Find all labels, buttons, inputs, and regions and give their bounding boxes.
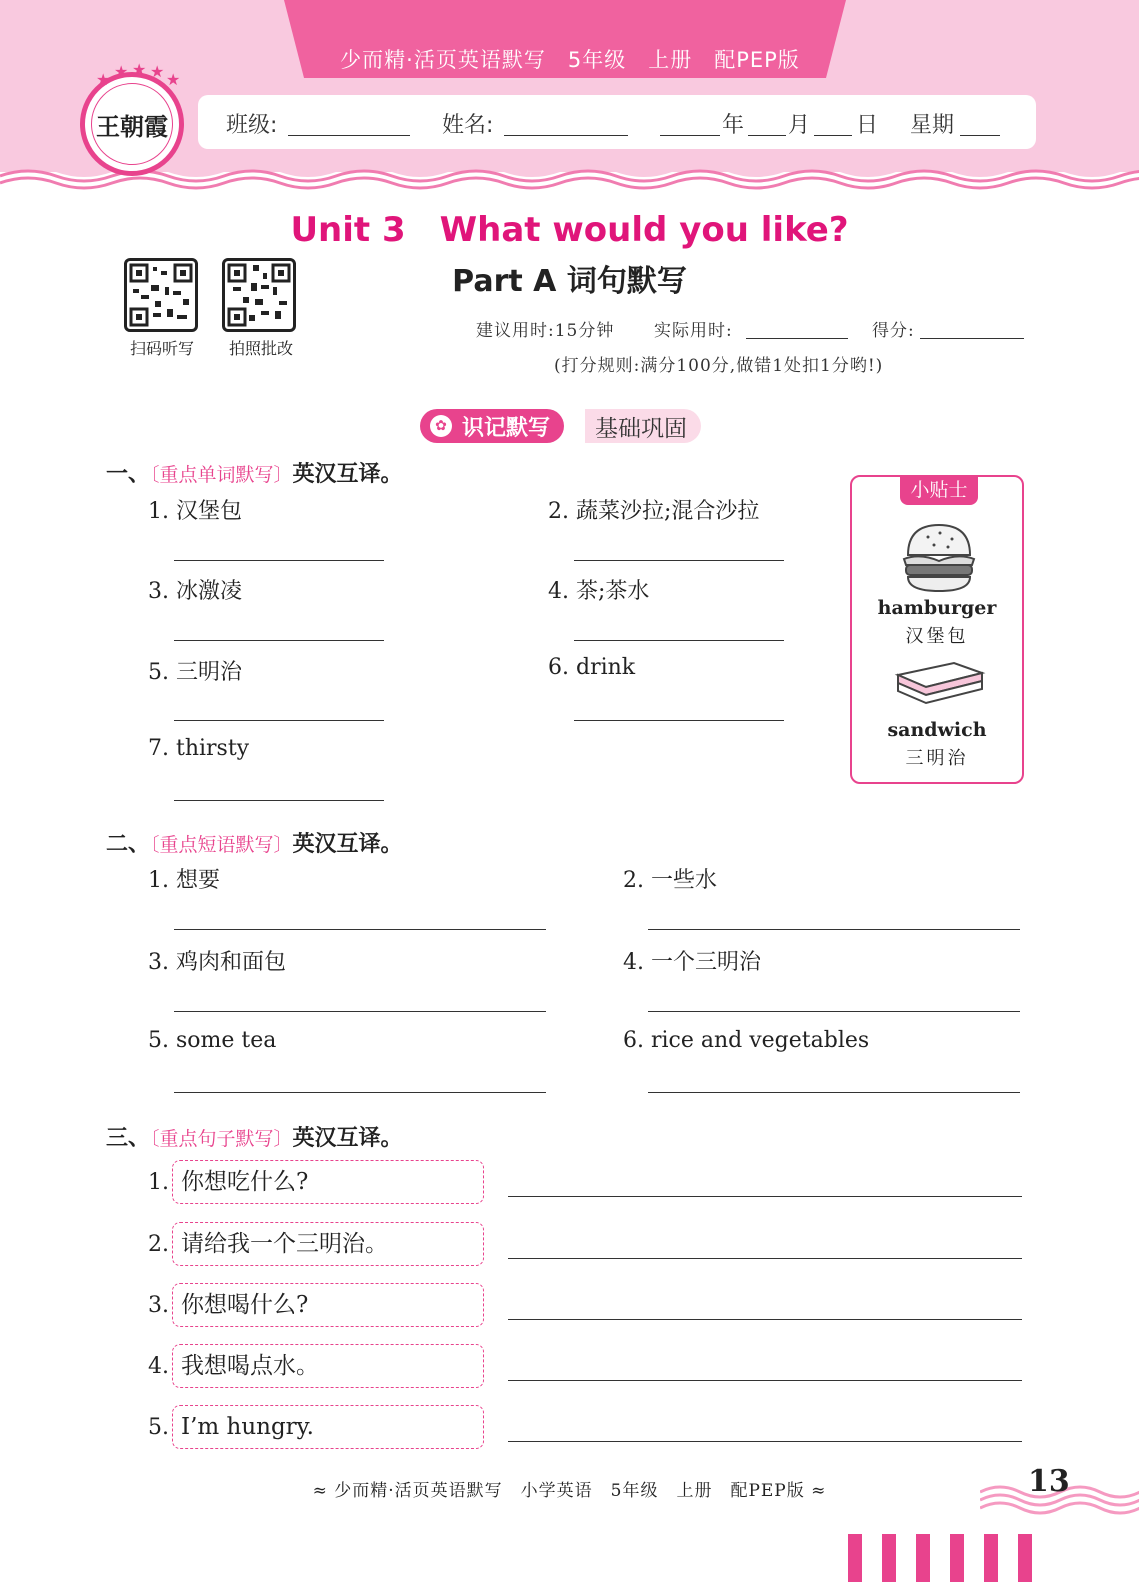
medal-icon: ✿ <box>430 415 452 437</box>
tips-box <box>850 475 1024 784</box>
score-field[interactable] <box>920 338 1024 339</box>
section3-tag: 〔重点句子默写〕 <box>150 1128 293 1150</box>
banner-sub <box>585 409 701 443</box>
list-item: 4. 茶;茶水 <box>548 579 650 604</box>
sentence-number: 3. <box>148 1293 169 1318</box>
answer-line[interactable] <box>174 1011 546 1012</box>
list-item: 2. 一些水 <box>623 868 717 893</box>
sentence-box: 我想喝点水。 <box>172 1344 484 1388</box>
day-label: 日 <box>856 113 879 138</box>
tip-en: hamburger <box>877 597 997 619</box>
section3-heading <box>106 1121 403 1152</box>
month-field[interactable] <box>748 135 786 136</box>
section2-instruction: 英汉互译。 <box>292 832 403 857</box>
year-field[interactable] <box>660 135 720 136</box>
class-field[interactable] <box>288 135 410 136</box>
year-label: 年 <box>722 113 745 138</box>
answer-line[interactable] <box>574 560 784 561</box>
section3-prefix: 三、 <box>106 1126 151 1151</box>
list-item: 7. thirsty <box>148 736 250 761</box>
qr-code-photo[interactable] <box>222 258 296 332</box>
star-icon: ★ <box>150 62 165 81</box>
star-icon: ★ <box>114 62 129 81</box>
banner-main-text: 识记默写 <box>462 415 551 441</box>
part-title: Part A 词句默写 <box>452 264 687 299</box>
student-info-box <box>198 95 1036 149</box>
tip-zh: 三明治 <box>905 748 969 769</box>
actual-time-label: 实际用时: <box>654 321 733 341</box>
list-item: 4. 一个三明治 <box>623 950 761 975</box>
name-field[interactable] <box>504 135 628 136</box>
tip-en: sandwich <box>887 719 987 741</box>
week-field[interactable] <box>960 135 1000 136</box>
star-icon: ★ <box>166 70 181 89</box>
banner-main <box>420 409 564 443</box>
decor-bar <box>882 1534 896 1582</box>
answer-line[interactable] <box>574 640 784 641</box>
decor-bar <box>984 1534 998 1582</box>
sentence-box: 你想喝什么? <box>172 1283 484 1327</box>
unit-title: Unit 3 What would you like? <box>290 210 849 250</box>
banner-sub-text: 基础巩固 <box>595 415 687 442</box>
decor-bar <box>916 1534 930 1582</box>
decor-bar <box>1018 1534 1032 1582</box>
list-item: 5. 三明治 <box>148 660 242 685</box>
answer-line[interactable] <box>508 1258 1022 1259</box>
day-field[interactable] <box>814 135 852 136</box>
answer-line[interactable] <box>174 800 384 801</box>
section1-instruction: 英汉互译。 <box>292 462 403 487</box>
section2-prefix: 二、 <box>106 832 151 857</box>
qr-caption-listen: 扫码听写 <box>129 339 194 358</box>
section3-instruction: 英汉互译。 <box>292 1126 403 1151</box>
answer-line[interactable] <box>508 1196 1022 1197</box>
list-item: 2. 蔬菜沙拉;混合沙拉 <box>548 499 760 524</box>
score-label: 得分: <box>872 321 915 341</box>
scoring-rule: (打分规则:满分100分,做错1处扣1分哟!) <box>554 356 884 376</box>
list-item: 6. drink <box>548 655 636 680</box>
sandwich-icon <box>894 657 986 707</box>
sentence-number: 5. <box>148 1415 169 1440</box>
hamburger-icon <box>900 521 978 595</box>
page-number: 13 <box>1028 1464 1070 1499</box>
month-label: 月 <box>788 113 811 138</box>
answer-line[interactable] <box>648 929 1020 930</box>
answer-line[interactable] <box>508 1319 1022 1320</box>
list-item: 1. 汉堡包 <box>148 499 242 524</box>
answer-line[interactable] <box>508 1380 1022 1381</box>
sentence-number: 4. <box>148 1354 169 1379</box>
suggested-time: 建议用时:15分钟 <box>476 321 615 341</box>
answer-line[interactable] <box>174 1092 546 1093</box>
answer-line[interactable] <box>574 720 784 721</box>
list-item: 5. some tea <box>148 1028 277 1053</box>
answer-line[interactable] <box>174 640 384 641</box>
week-label: 星期 <box>910 113 955 138</box>
sentence-box: 请给我一个三明治。 <box>172 1222 484 1266</box>
answer-line[interactable] <box>648 1092 1020 1093</box>
tips-title: 小贴士 <box>900 475 978 505</box>
class-label: 班级: <box>226 113 278 138</box>
sentence-box: 你想吃什么? <box>172 1160 484 1204</box>
section1-prefix: 一、 <box>106 462 151 487</box>
tip-zh: 汉堡包 <box>905 626 969 647</box>
answer-line[interactable] <box>508 1441 1022 1442</box>
section1-heading <box>106 457 403 488</box>
answer-line[interactable] <box>174 560 384 561</box>
answer-line[interactable] <box>648 1011 1020 1012</box>
qr-code-listen[interactable] <box>124 258 198 332</box>
section2-tag: 〔重点短语默写〕 <box>150 834 293 856</box>
qr-caption-photo: 拍照批改 <box>228 339 293 358</box>
series-title: 少而精·活页英语默写 5年级 上册 配PEP版 <box>340 48 800 72</box>
sentence-number: 2. <box>148 1232 169 1257</box>
list-item: 6. rice and vegetables <box>623 1028 870 1053</box>
decor-bar <box>848 1534 862 1582</box>
list-item: 3. 冰激凌 <box>148 579 242 604</box>
list-item: 1. 想要 <box>148 868 220 893</box>
decor-bar <box>950 1534 964 1582</box>
section2-heading <box>106 827 403 858</box>
footer-text: ≈ 少而精·活页英语默写 小学英语 5年级 上册 配PEP版 ≈ <box>312 1481 827 1501</box>
sentence-box: I’m hungry. <box>172 1405 484 1449</box>
star-icon: ★ <box>132 60 147 79</box>
list-item: 3. 鸡肉和面包 <box>148 950 286 975</box>
sentence-number: 1. <box>148 1170 169 1195</box>
answer-line[interactable] <box>174 720 384 721</box>
logo-text: 王朝霞 <box>96 112 168 141</box>
star-icon: ★ <box>96 70 111 89</box>
section1-tag: 〔重点单词默写〕 <box>150 464 293 486</box>
answer-line[interactable] <box>174 929 546 930</box>
actual-time-field[interactable] <box>746 338 848 339</box>
name-label: 姓名: <box>442 113 494 138</box>
